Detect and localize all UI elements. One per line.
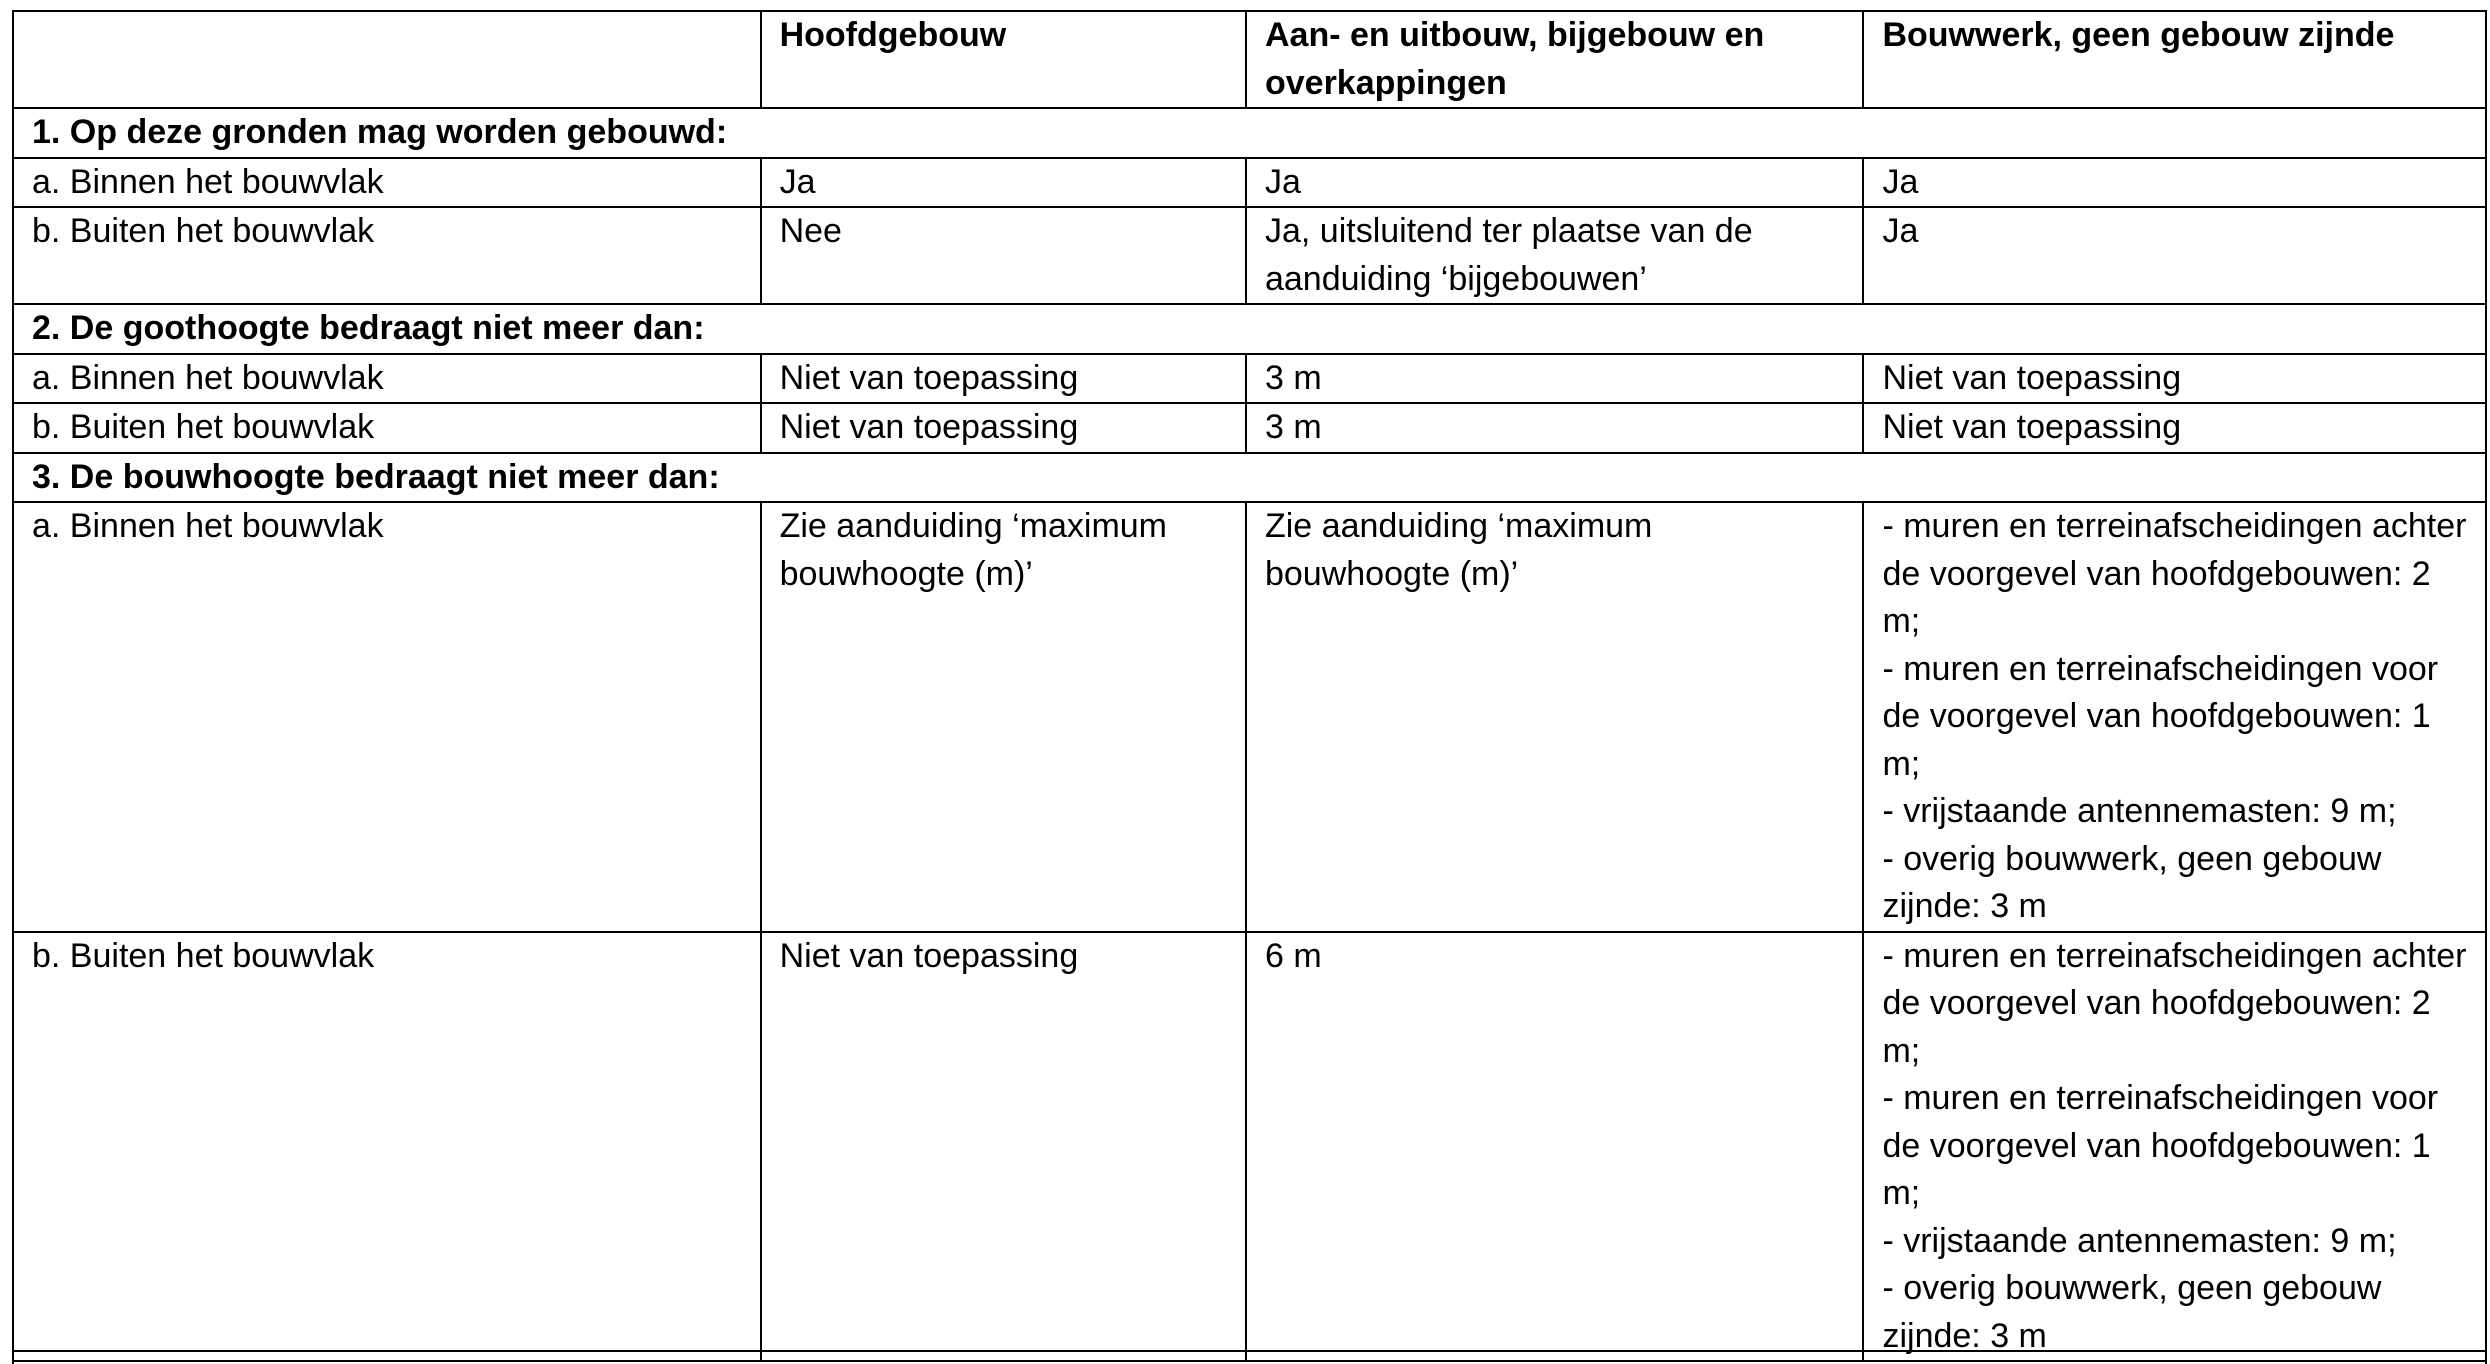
section-1-title: 1. Op deze gronden mag worden gebouwd: — [13, 108, 2486, 158]
header-hoofdgebouw: Hoofdgebouw — [761, 11, 1246, 108]
table-row — [13, 354, 2486, 404]
cell-bijgebouw: 3 m — [1246, 403, 1863, 453]
section-heading-row — [13, 453, 2486, 503]
row-label: a. Binnen het bouwvlak — [13, 354, 761, 404]
cell-hoofdgebouw: Zie aanduiding ‘maximum bouwhoogte (m)’ — [761, 502, 1246, 932]
cell-bijgebouw: Ja — [1246, 158, 1863, 208]
building-rules-table — [12, 10, 2487, 1362]
table-row — [13, 502, 2486, 932]
table-row — [13, 932, 2486, 1362]
row-label: a. Binnen het bouwvlak — [13, 502, 761, 932]
cell-bijgebouw: Ja, uitsluitend ter plaatse van de aanduiding ‘bijgebouwen’ — [1246, 207, 1863, 304]
section-heading-row — [13, 108, 2486, 158]
section-2-title: 2. De goothoogte bedraagt niet meer dan: — [13, 304, 2486, 354]
cell-hoofdgebouw: Niet van toepassing — [761, 354, 1246, 404]
cell-hoofdgebouw: Niet van toepassing — [761, 932, 1246, 1362]
row-label: a. Binnen het bouwvlak — [13, 158, 761, 208]
header-bijgebouw: Aan- en uitbouw, bijgebouw en overkappingen — [1246, 11, 1863, 108]
section-3-title: 3. De bouwhoogte bedraagt niet meer dan: — [13, 453, 2486, 503]
cell-bouwwerk: Niet van toepassing — [1863, 354, 2486, 404]
cell-bouwwerk: - muren en terreinafscheidingen achter de voorgevel van hoofdgebouwen: 2 m; - muren en terreinafscheidingen voor de voorgevel van hoofdgebouwen: 1 m; - vrijstaande antennemasten: 9 m; - overig bouwwerk, geen gebouw zijnde: 3 m — [1863, 502, 2486, 932]
cell-bouwwerk: Ja — [1863, 158, 2486, 208]
table-row — [13, 403, 2486, 453]
cell-hoofdgebouw: Ja — [761, 158, 1246, 208]
header-empty-cell — [13, 11, 761, 108]
table-row — [13, 207, 2486, 304]
table-row — [13, 158, 2486, 208]
table-header-row — [13, 11, 2486, 108]
row-label: b. Buiten het bouwvlak — [13, 932, 761, 1362]
cell-bouwwerk: Ja — [1863, 207, 2486, 304]
section-heading-row — [13, 304, 2486, 354]
cell-bijgebouw: 6 m — [1246, 932, 1863, 1362]
cell-bouwwerk: - muren en terreinafscheidingen achter de voorgevel van hoofdgebouwen: 2 m; - muren en terreinafscheidingen voor de voorgevel van hoofdgebouwen: 1 m; - vrijstaande antennemasten: 9 m; - overig bouwwerk, geen gebouw zijnde: 3 m — [1863, 932, 2486, 1362]
cell-bouwwerk: Niet van toepassing — [1863, 403, 2486, 453]
cell-hoofdgebouw: Nee — [761, 207, 1246, 304]
row-label: b. Buiten het bouwvlak — [13, 403, 761, 453]
header-bouwwerk: Bouwwerk, geen gebouw zijnde — [1863, 11, 2486, 108]
cell-bijgebouw: Zie aanduiding ‘maximum bouwhoogte (m)’ — [1246, 502, 1863, 932]
cell-hoofdgebouw: Niet van toepassing — [761, 403, 1246, 453]
cell-bijgebouw: 3 m — [1246, 354, 1863, 404]
row-label: b. Buiten het bouwvlak — [13, 207, 761, 304]
